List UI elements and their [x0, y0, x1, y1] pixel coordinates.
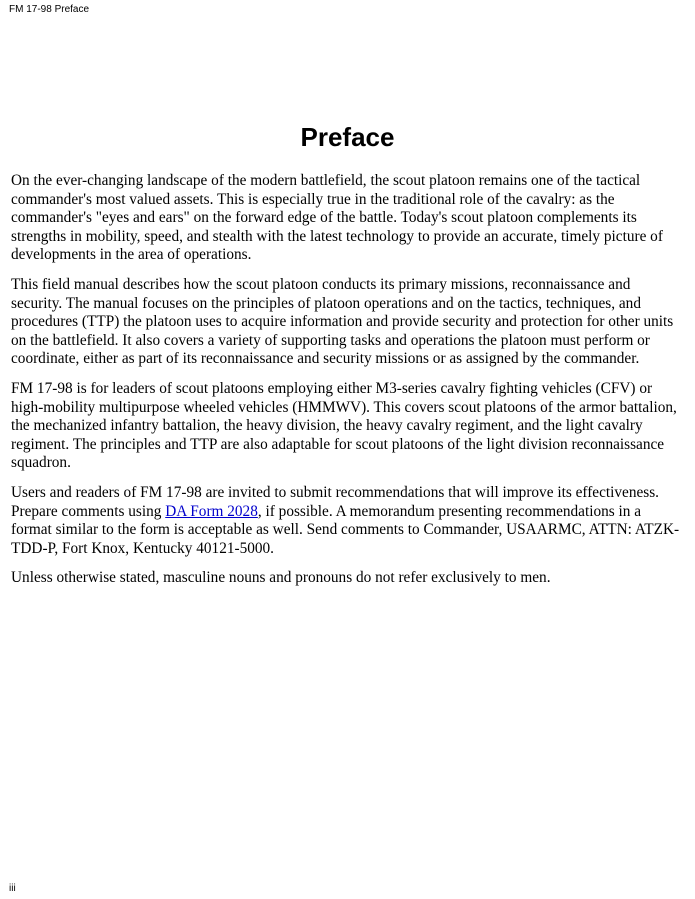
paragraph-gender-note: Unless otherwise stated, masculine nouns and pronouns do not refer exclusively to men. [11, 569, 551, 587]
paragraph-intro: On the ever-changing landscape of the modern battlefield, the scout platoon remains one of the tactical commander's most valued assets. This is especially true in the traditional role of the cavalry: as the commander's "eyes and ears" on the forward edge of the battle. Today's scout platoon complements its strengths in mobility, speed, and stealth with the latest technology to provide an accurate, timely picture of developments in the area of operations. [11, 172, 663, 264]
running-header: FM 17-98 Preface [9, 4, 90, 15]
paragraph-scope: This field manual describes how the scout platoon conducts its primary missions, reconnaissance and security. The manual focuses on the principles of platoon operations and on the tactics, techniques, and procedures (TTP) the platoon uses to acquire information and provide security and protection for other units on the battlefield. It also covers a variety of supporting tasks and operations the platoon must perform or coordinate, either as part of its reconnaissance and security missions or as assigned by the commander. [11, 275, 674, 368]
da-form-2028-link[interactable]: DA Form 2028 [165, 502, 258, 520]
recommendations-text-before: Users and readers of FM 17-98 are invited to submit recommendations that will improve its effectiveness. Prepare comments using [11, 483, 659, 520]
paragraph-audience-line2: the mechanized infantry battalion, the heavy division, the heavy cavalry regiment, and the light cavalry regiment. The principles and TTP are also adaptable for scout platoons of the light division reconnaissance squadron. [11, 417, 665, 472]
recommendations-text-after: , if possible. A memorandum presenting recommendations in a format similar to the form is acceptable as well. Send comments to Commander, USAARMC, ATTN: ATZK-TDD-P, Fort Knox, Kentucky 40121-5000. [11, 502, 680, 557]
paragraph-audience [11, 380, 681, 473]
page-title: Preface [300, 122, 395, 152]
preface-body [11, 172, 681, 599]
page-number: iii [9, 883, 16, 894]
paragraph-audience-line1: FM 17-98 is for leaders of scout platoons employing either M3-series cavalry fighting vehicles (CFV) or high-mobility multipurpose wheeled vehicles (HMMWV). This covers scout platoons of the armor battalion, [11, 379, 677, 416]
paragraph-recommendations [11, 484, 681, 558]
